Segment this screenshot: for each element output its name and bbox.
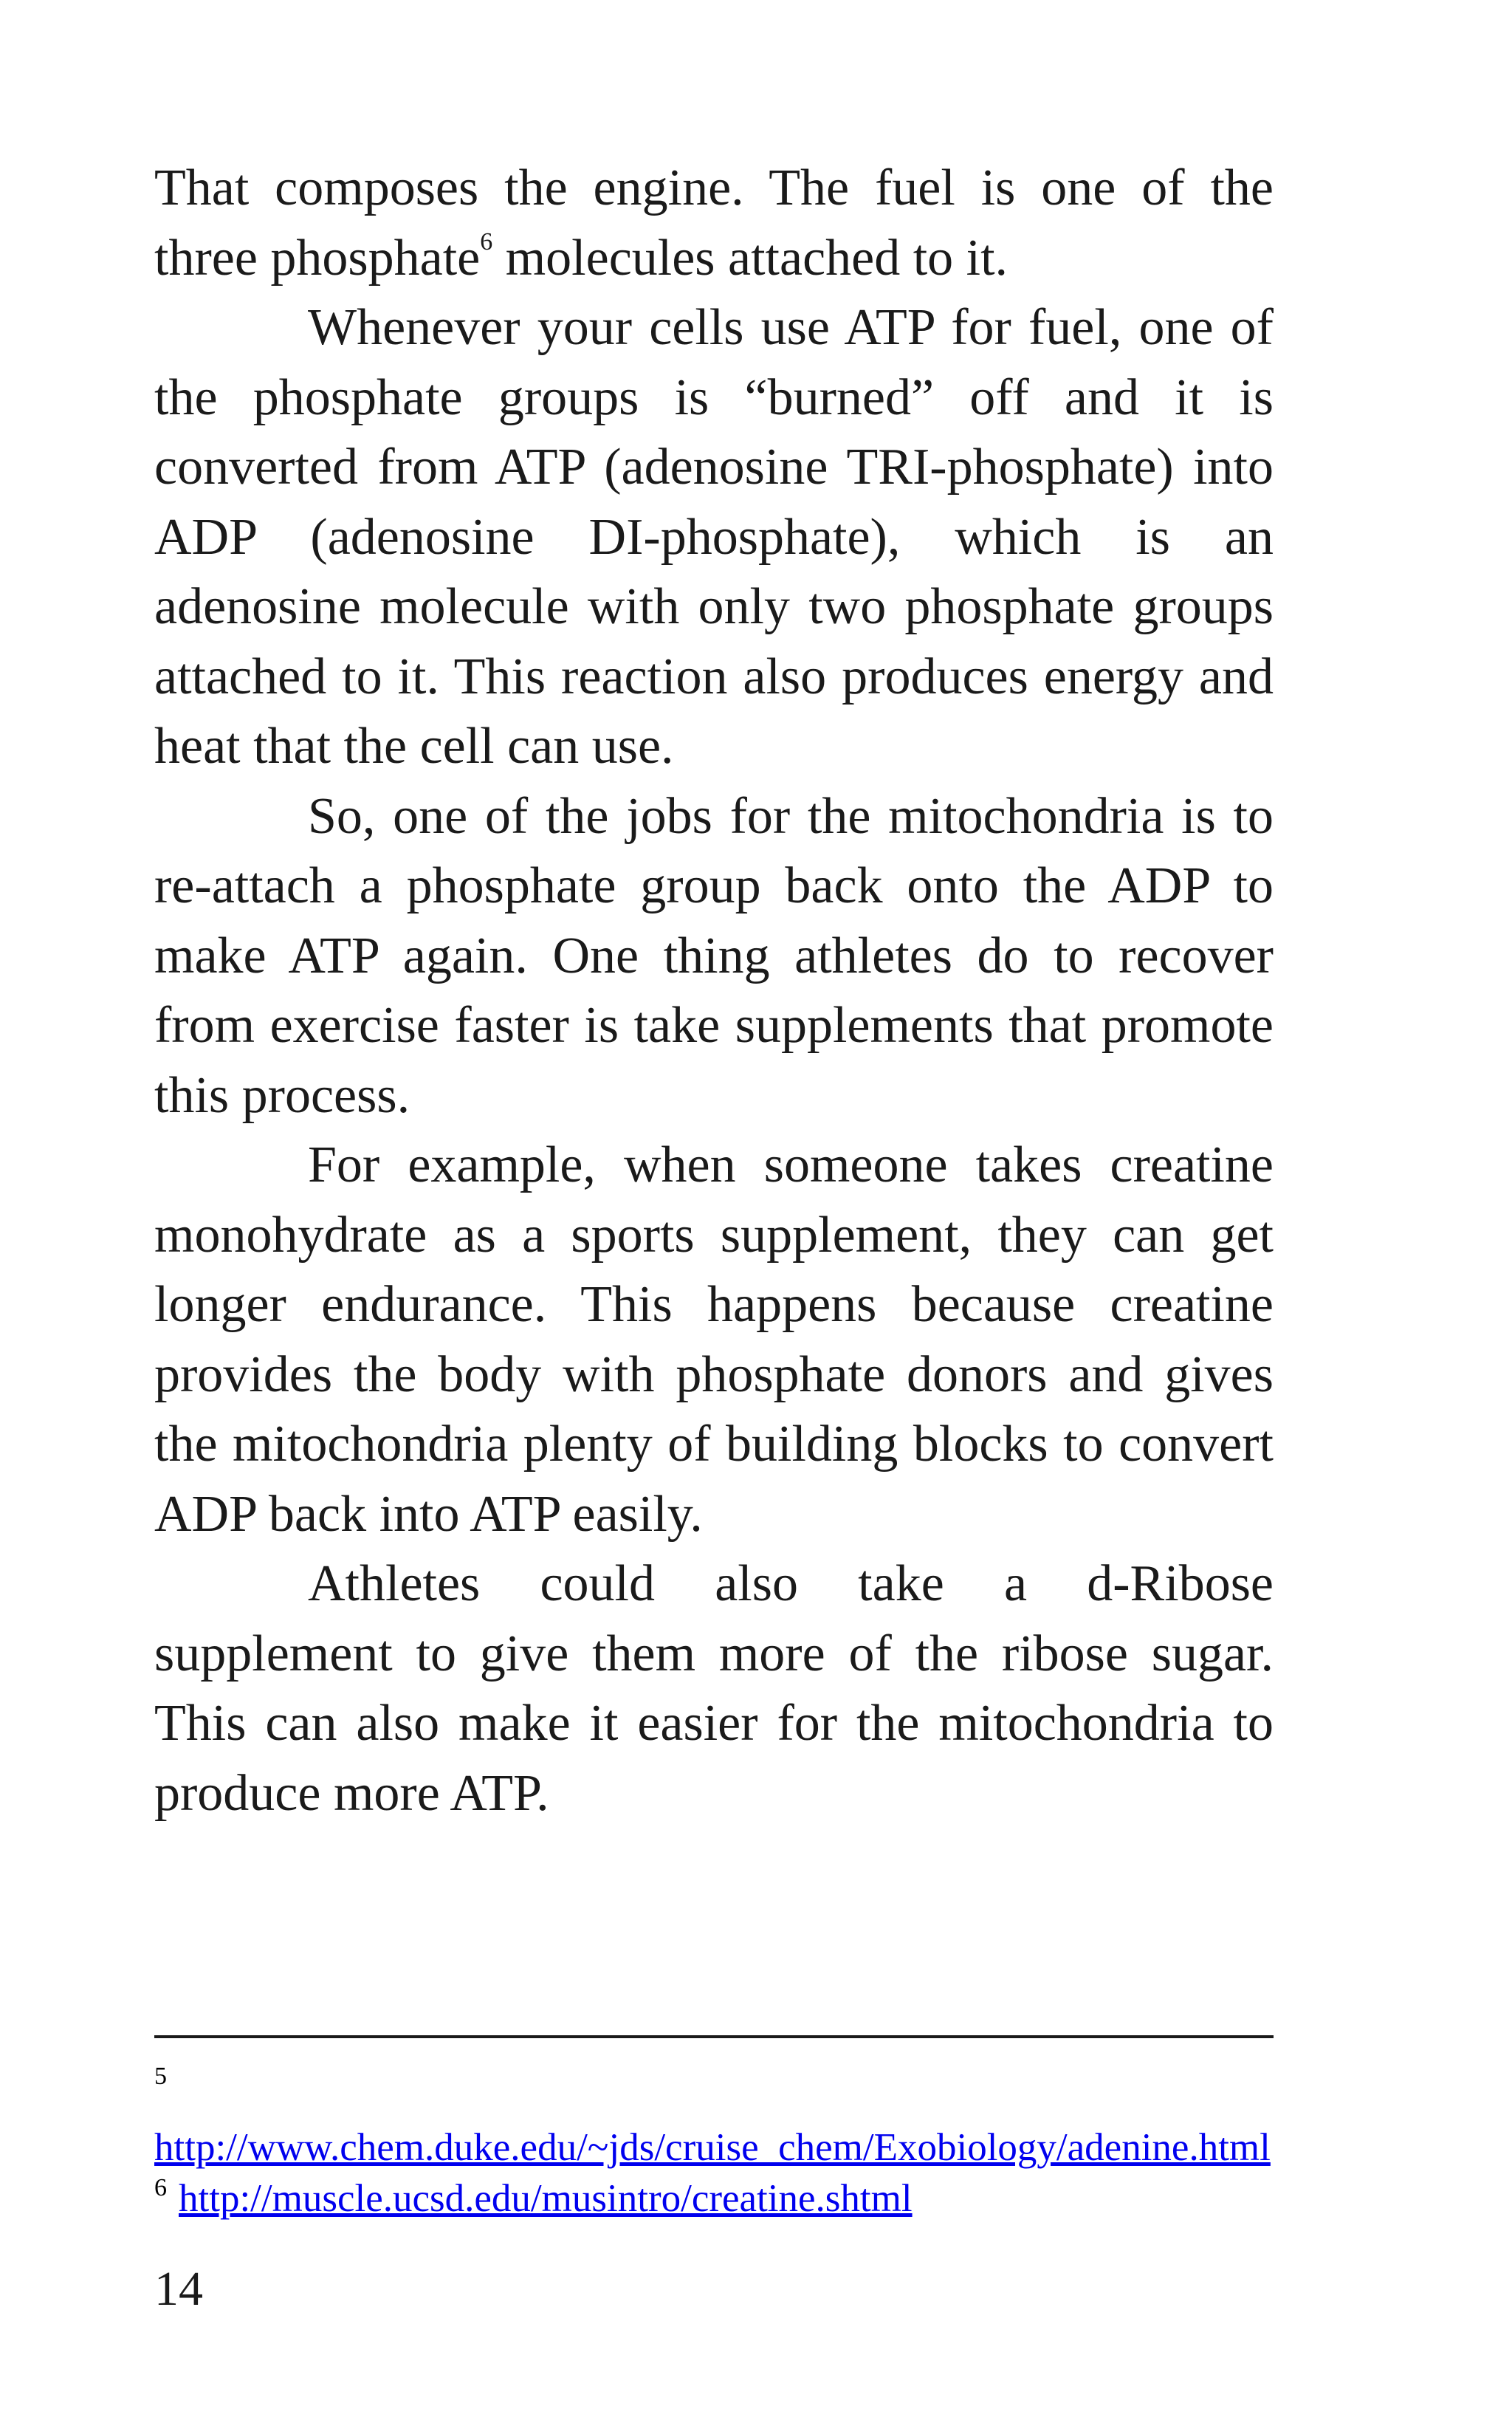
paragraph-1-text-end: molecules attached to it. <box>492 229 1008 287</box>
paragraph-1-text: That composes the engine. The fuel is one of the three phosphate <box>154 160 1274 287</box>
footnote-6 <box>154 2175 1274 2223</box>
footnote-separator <box>154 2035 1274 2038</box>
footnote-6-link[interactable]: http://muscle.ucsd.edu/musintro/creatine.shtml <box>179 2177 913 2220</box>
footnote-5-link[interactable]: http://www.chem.duke.edu/~jds/cruise_chem/Exobiology/adenine.html <box>154 2126 1271 2169</box>
paragraph-4: For example, when someone takes creatine monohydrate as a sports supplement, they can get longer endurance. This happens because creatine provides the body with phosphate donors and gives the mitochondria plenty of building blocks to convert ADP back into ATP easily. <box>154 1137 1274 1543</box>
page-number: 14 <box>154 2262 203 2316</box>
footnote-6-number: 6 <box>154 2174 167 2201</box>
footnote-5-number: 5 <box>154 2063 167 2090</box>
body-text <box>154 154 1274 1828</box>
footnotes <box>154 2035 1274 2223</box>
paragraph-3: So, one of the jobs for the mitochondria is to re-attach a phosphate group back onto the ADP to make ATP again. One thing athletes do to recover from exercise faster is take supplements that promote this process. <box>154 787 1274 1124</box>
footnote-reference-6[interactable]: 6 <box>480 227 493 256</box>
paragraph-1 <box>154 154 1274 293</box>
paragraph-2: Whenever your cells use ATP for fuel, one of the phosphate groups is “burned” off and it is converted from ATP (adenosine TRI-phosphate) into ADP (adenosine DI-phosphate), which is an adenosine molecule with only two phosphate groups attached to it. This reaction also produces energy and heat that the cell can use. <box>154 299 1274 775</box>
page-body <box>154 154 1274 1828</box>
paragraph-5: Athletes could also take a d-Ribose supplement to give them more of the ribose sugar. This can also make it easier for the mitochondria to produce more ATP. <box>154 1555 1274 1822</box>
